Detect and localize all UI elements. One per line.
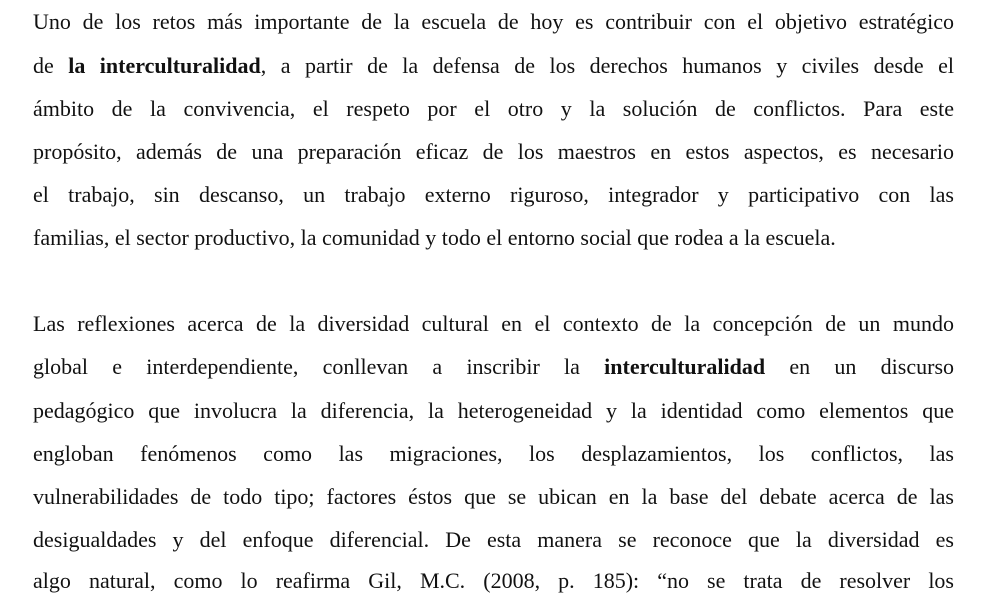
line-text: global e interdependiente, conllevan a inscribir la	[33, 354, 605, 379]
bold-term-interculturalidad: la interculturalidad	[68, 53, 261, 78]
paragraph-1-line-3: ámbito de la convivencia, el respeto por el otro y la solución de conflictos. Para este	[33, 96, 954, 121]
paragraph-2-line-4: engloban fenómenos como las migraciones, los desplazamientos, los conflictos, las	[33, 441, 954, 466]
paragraph-2-line-2	[33, 352, 954, 382]
paragraph-1-line-4: propósito, además de una preparación eficaz de los maestros en estos aspectos, es necesario	[33, 139, 954, 164]
paragraph-2-line-5: vulnerabilidades de todo tipo; factores éstos que se ubican en la base del debate acerca de las	[33, 484, 954, 509]
paragraph-2-line-3: pedagógico que involucra la diferencia, la heterogeneidad y la identidad como elementos que	[33, 398, 954, 423]
paragraph-2-line-7: algo natural, como lo reafirma Gil, M.C. (2008, p. 185): “no se trata de resolver los	[33, 568, 954, 593]
line-text: de	[33, 53, 69, 78]
paragraph-1-line-5: el trabajo, sin descanso, un trabajo externo riguroso, integrador y participativo con las	[33, 182, 954, 207]
paragraph-1-line-2	[33, 51, 954, 81]
bold-term-interculturalidad: interculturalidad	[604, 354, 766, 379]
paragraph-2-line-6: desigualdades y del enfoque diferencial. De esta manera se reconoce que la diversidad es	[33, 527, 954, 552]
paragraph-1-line-6: familias, el sector productivo, la comunidad y todo el entorno social que rodea a la escuela.	[33, 225, 836, 250]
paragraph-1-line-1: Uno de los retos más importante de la escuela de hoy es contribuir con el objetivo estratégico	[33, 9, 954, 34]
line-text: , a partir de la defensa de los derechos humanos y civiles desde el	[260, 53, 955, 78]
line-text: en un discurso	[765, 354, 955, 379]
paragraph-2-line-1: Las reflexiones acerca de la diversidad cultural en el contexto de la concepción de un mundo	[33, 311, 954, 336]
